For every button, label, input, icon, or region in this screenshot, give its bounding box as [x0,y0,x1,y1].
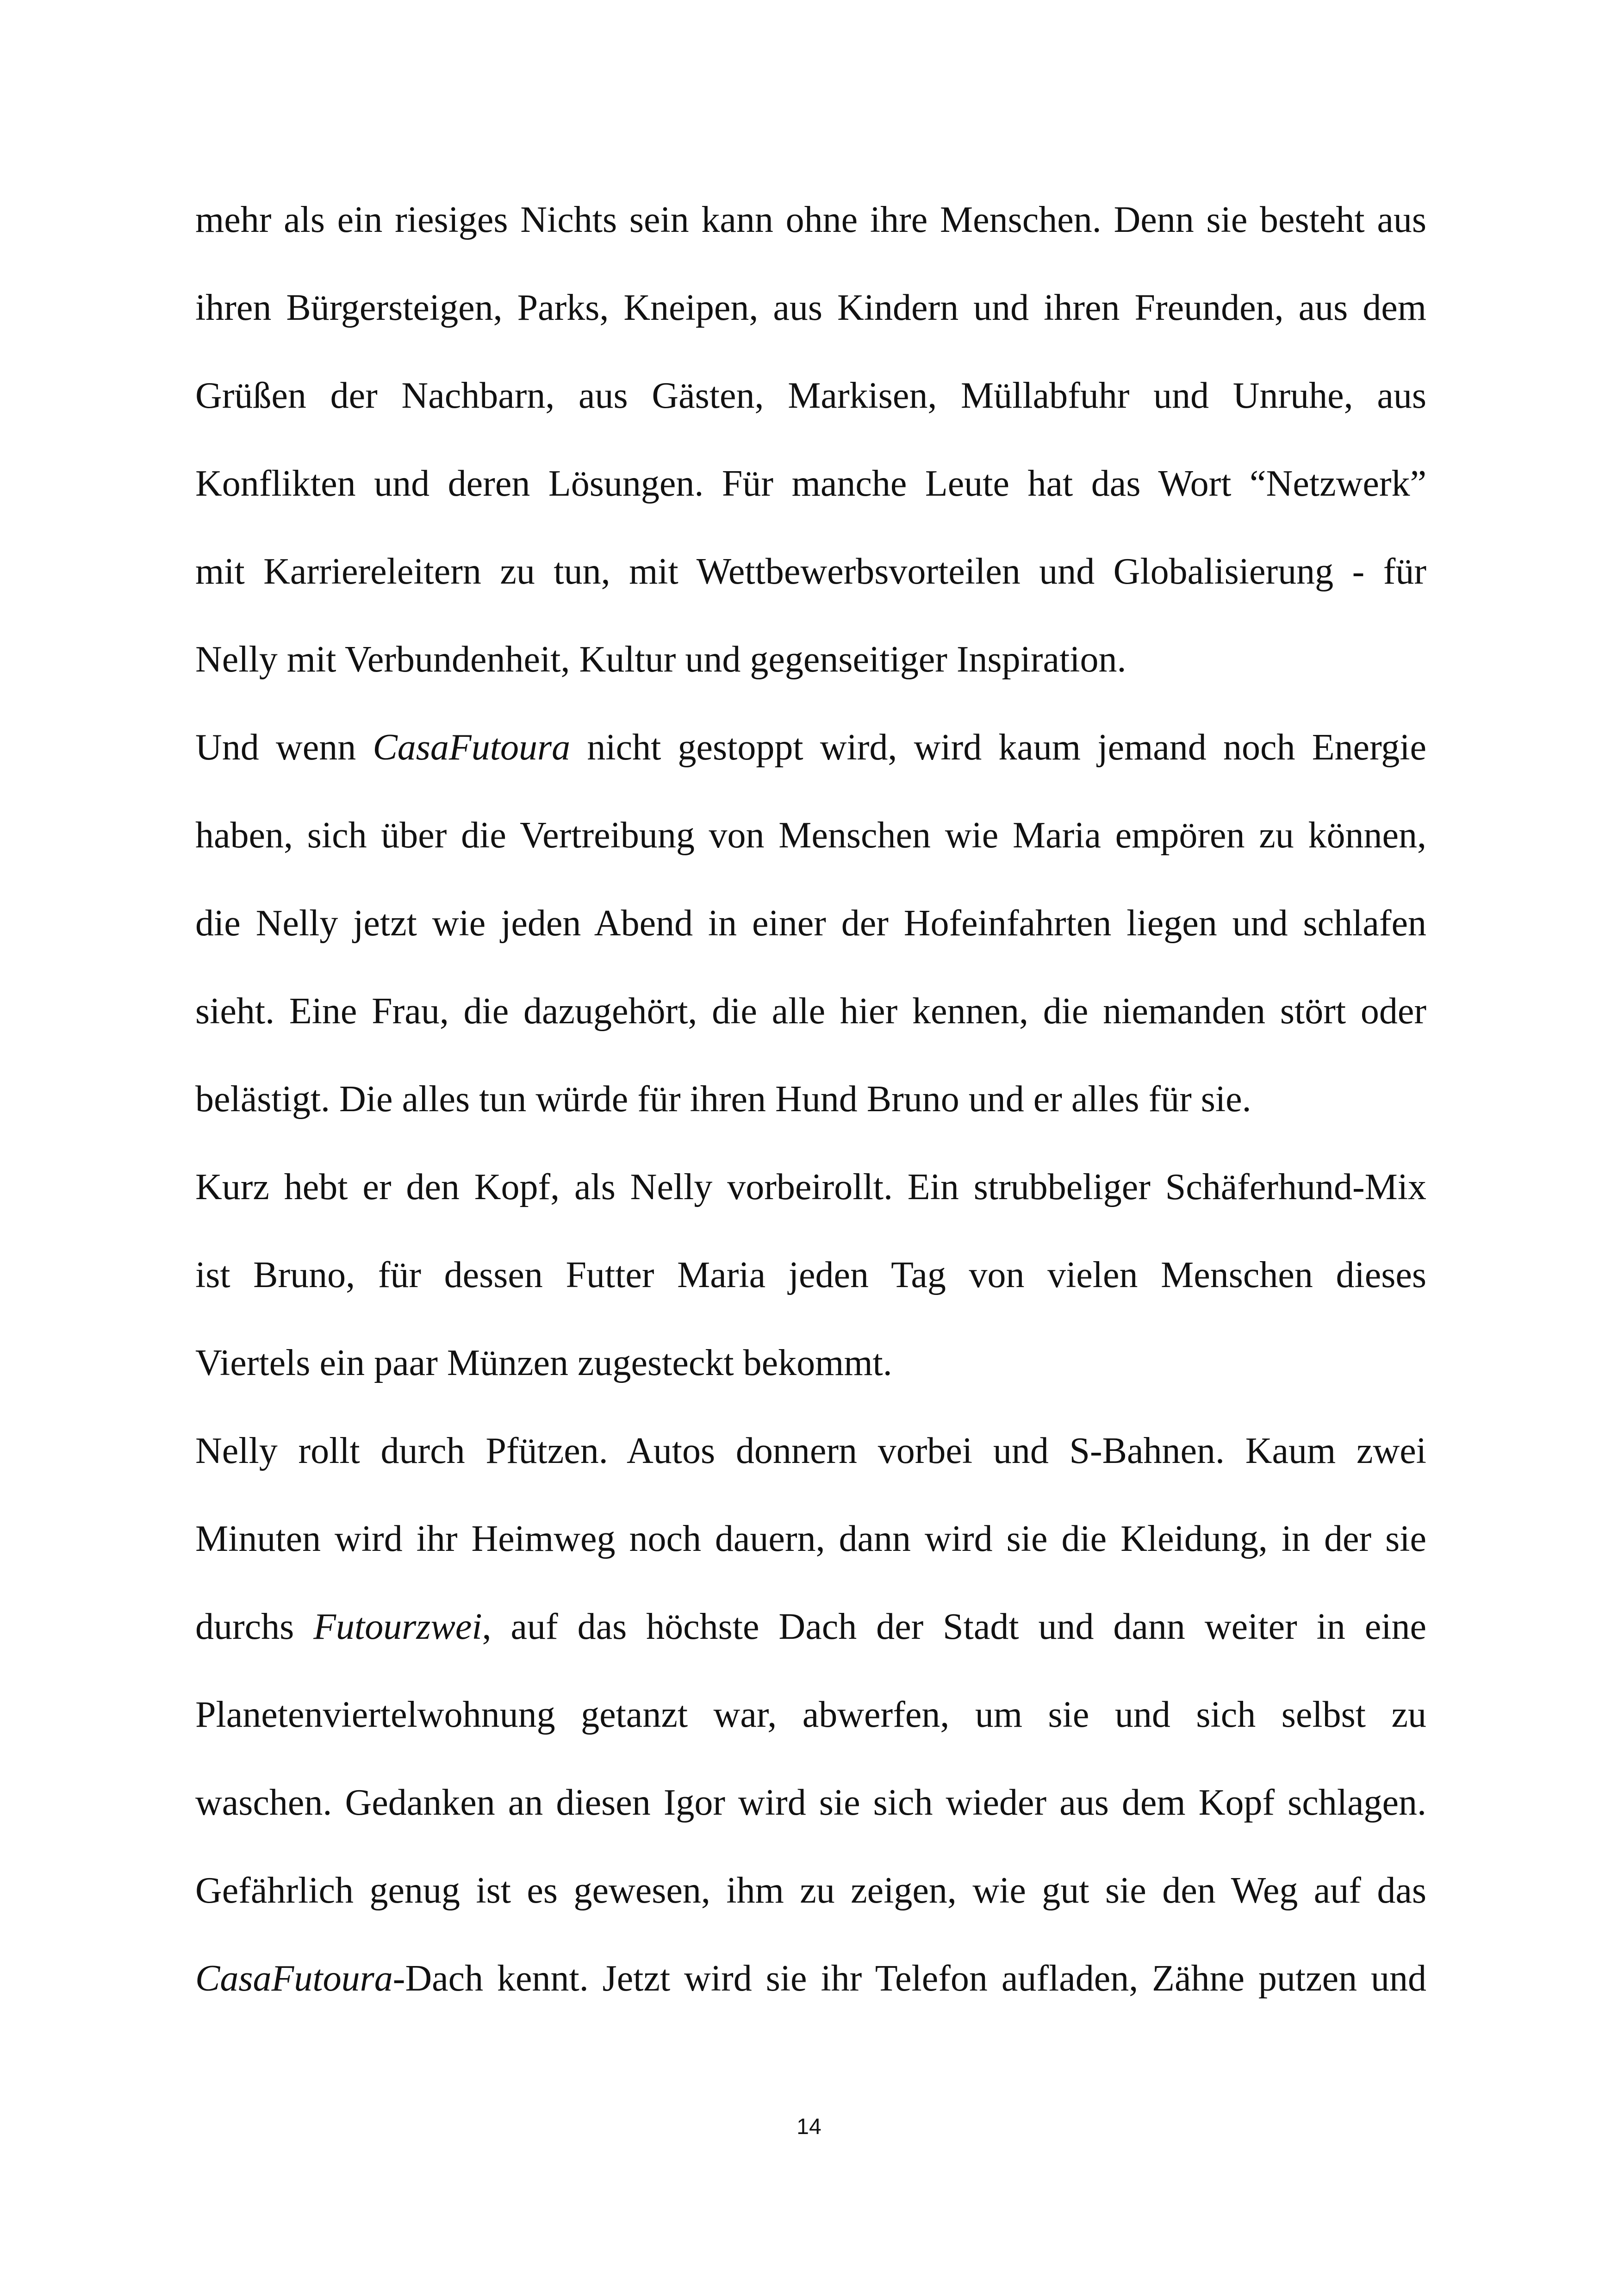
body-text [195,176,1426,2022]
text-line: mehr als ein riesiges Nichts sein kann ohne ihre Menschen. Denn sie besteht aus [195,199,1426,240]
text-line: Minuten wird ihr Heimweg noch dauern, dann wird sie die Kleidung, in der sie [195,1518,1426,1559]
italic-title: Futourzwei [313,1606,482,1647]
text-line: Gefährlich genug ist es gewesen, ihm zu zeigen, wie gut sie den Weg auf das [195,1870,1426,1911]
text-line [195,703,1426,791]
text-line: Grüßen der Nachbarn, aus Gästen, Markisen, Müllabfuhr und Unruhe, aus [195,375,1426,416]
text-line: Viertels ein paar Münzen zugesteckt bekommt. [195,1343,892,1383]
text-line: Konflikten und deren Lösungen. Für manche Leute hat das Wort “Netzwerk” [195,463,1426,504]
text-line: Nelly mit Verbundenheit, Kultur und gegenseitiger Inspiration. [195,639,1126,680]
text-segment: , auf das höchste Dach der Stadt und dann weiter in eine [482,1606,1426,1647]
page-number: 14 [797,2115,821,2139]
text-line: waschen. Gedanken an diesen Igor wird sie sich wieder aus dem Kopf schlagen. [195,1782,1426,1823]
text-segment: nicht gestoppt wird, wird kaum jemand noch Energie [570,727,1426,768]
text-segment: Und wenn [195,727,373,768]
text-line: ihren Bürgersteigen, Parks, Kneipen, aus Kindern und ihren Freunden, aus dem [195,287,1426,328]
text-line [195,1935,1426,2022]
text-segment: -Dach kennt. Jetzt wird sie ihr Telefon aufladen, Zähne putzen und [392,1958,1426,1999]
text-line: Nelly rollt durch Pfützen. Autos donnern vorbei und S-Bahnen. Kaum zwei [195,1431,1426,1471]
text-line: Kurz hebt er den Kopf, als Nelly vorbeirollt. Ein strubbeliger Schäferhund-Mix [195,1167,1426,1207]
text-line: Planetenviertelwohnung getanzt war, abwerfen, um sie und sich selbst zu [195,1694,1426,1735]
text-line: ist Bruno, für dessen Futter Maria jeden Tag von vielen Menschen dieses [195,1255,1426,1295]
italic-title: CasaFutoura [195,1958,393,1999]
text-line: haben, sich über die Vertreibung von Menschen wie Maria empören zu können, [195,815,1426,856]
text-line: sieht. Eine Frau, die dazugehört, die alle hier kennen, die niemanden stört oder [195,991,1426,1032]
text-line [195,1583,1426,1671]
text-line: die Nelly jetzt wie jeden Abend in einer der Hofeinfahrten liegen und schlafen [195,903,1426,944]
text-line: belästigt. Die alles tun würde für ihren Hund Bruno und er alles für sie. [195,1079,1251,1120]
text-segment: durchs [195,1606,314,1647]
text-line: mit Karriereleitern zu tun, mit Wettbewerbsvorteilen und Globalisierung - für [195,551,1426,592]
italic-title: CasaFutoura [373,727,571,768]
